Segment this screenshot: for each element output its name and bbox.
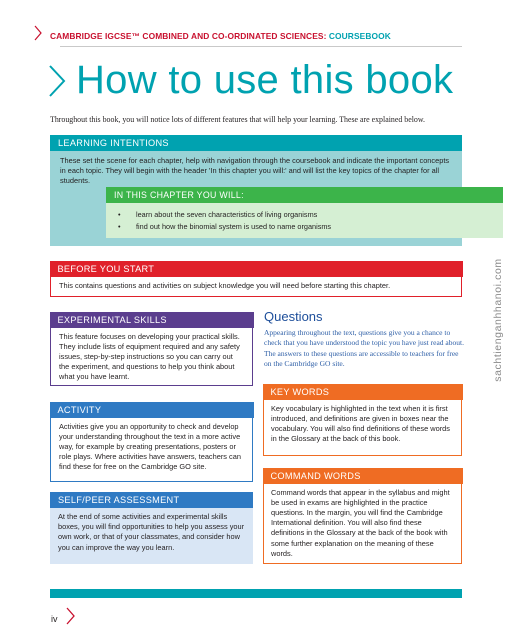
- activity-box: [50, 402, 253, 482]
- header-chevron-icon: [34, 25, 42, 46]
- key-words-box: [263, 384, 462, 456]
- experimental-skills-heading: EXPERIMENTAL SKILLS: [50, 312, 254, 328]
- before-you-start-box: [50, 261, 462, 297]
- list-item: • find out how the binomial system is used to name organisms: [118, 221, 503, 233]
- running-header: [50, 31, 391, 41]
- running-header-series: CAMBRIDGE IGCSE™ COMBINED AND CO-ORDINATED SCIENCES:: [50, 31, 329, 41]
- in-this-chapter-heading: IN THIS CHAPTER YOU WILL:: [106, 187, 503, 203]
- command-words-text: Command words that appear in the syllabus and might be used in exams are highlighted in the practice questions. In the margin, you will find the Cambridge International definition. You will also find these definitions in the Glossary at the back of the book with some further explanation on the meaning of these words.: [271, 487, 450, 558]
- learning-intentions-box: [50, 135, 462, 246]
- experimental-skills-box: [50, 312, 253, 386]
- self-peer-assessment-box: [50, 492, 253, 564]
- page-number: iv: [51, 614, 58, 624]
- key-words-text: Key vocabulary is highlighted in the text when it is first introduced, and definitions are given in boxes near the vocabulary. You will also find definitions of these words in the Glossary at the back of this book.: [271, 403, 450, 444]
- header-divider: [60, 46, 462, 47]
- before-you-start-heading: BEFORE YOU START: [50, 261, 463, 277]
- running-header-book-type: COURSEBOOK: [328, 31, 391, 41]
- activity-text: Activities give you an opportunity to check and develop your understanding throughout the text in a more active way, for example by creating presentations, posters or role plays. Where activities have answers, teachers can find these for free on the Cambridge GO site.: [59, 421, 241, 472]
- questions-heading: Questions: [264, 309, 323, 324]
- in-this-chapter-list: [106, 203, 503, 233]
- title-chevron-icon: [48, 64, 66, 103]
- footer-bar: [50, 589, 462, 598]
- self-peer-assessment-text: At the end of some activities and experimental skills boxes, you will find opportunities to help you assess your own work, or that of your classmates, and consider how you can improve the way you learn.: [58, 512, 245, 552]
- watermark: sachtienganhhanoi.com: [492, 258, 504, 382]
- intro-text: Throughout this book, you will notice lots of different features that will help your learning. These are explained below.: [50, 115, 426, 124]
- command-words-heading: COMMAND WORDS: [263, 468, 463, 484]
- page-title: How to use this book: [76, 58, 454, 102]
- self-peer-assessment-heading: SELF/PEER ASSESSMENT: [50, 492, 253, 508]
- in-this-chapter-box: [106, 187, 503, 238]
- footer-chevron-icon: [66, 607, 75, 630]
- questions-text: Appearing throughout the text, questions give you a chance to check that you have understood the topic you have just read about. The answers to these questions are accessible to teachers for free on the Cambridge GO site.: [264, 328, 464, 369]
- before-you-start-text: This contains questions and activities on subject knowledge you will need before starting this chapter.: [59, 280, 391, 290]
- command-words-box: [263, 468, 462, 564]
- learning-intentions-text: These set the scene for each chapter, help with navigation through the coursebook and indicate the important concepts in each topic. They will begin with the header 'In this chapter you will:' and will list the key topics of the chapter for all students.: [60, 156, 450, 186]
- experimental-skills-text: This feature focuses on developing your practical skills. They include lists of equipment required and any safety issues, step-by-step instructions so you can carry out the experiment, and questions to help you think about what you have learnt.: [59, 331, 240, 382]
- learning-intentions-heading: LEARNING INTENTIONS: [50, 135, 462, 151]
- activity-heading: ACTIVITY: [50, 402, 254, 418]
- list-item: • learn about the seven characteristics of living organisms: [118, 209, 503, 221]
- key-words-heading: KEY WORDS: [263, 384, 463, 400]
